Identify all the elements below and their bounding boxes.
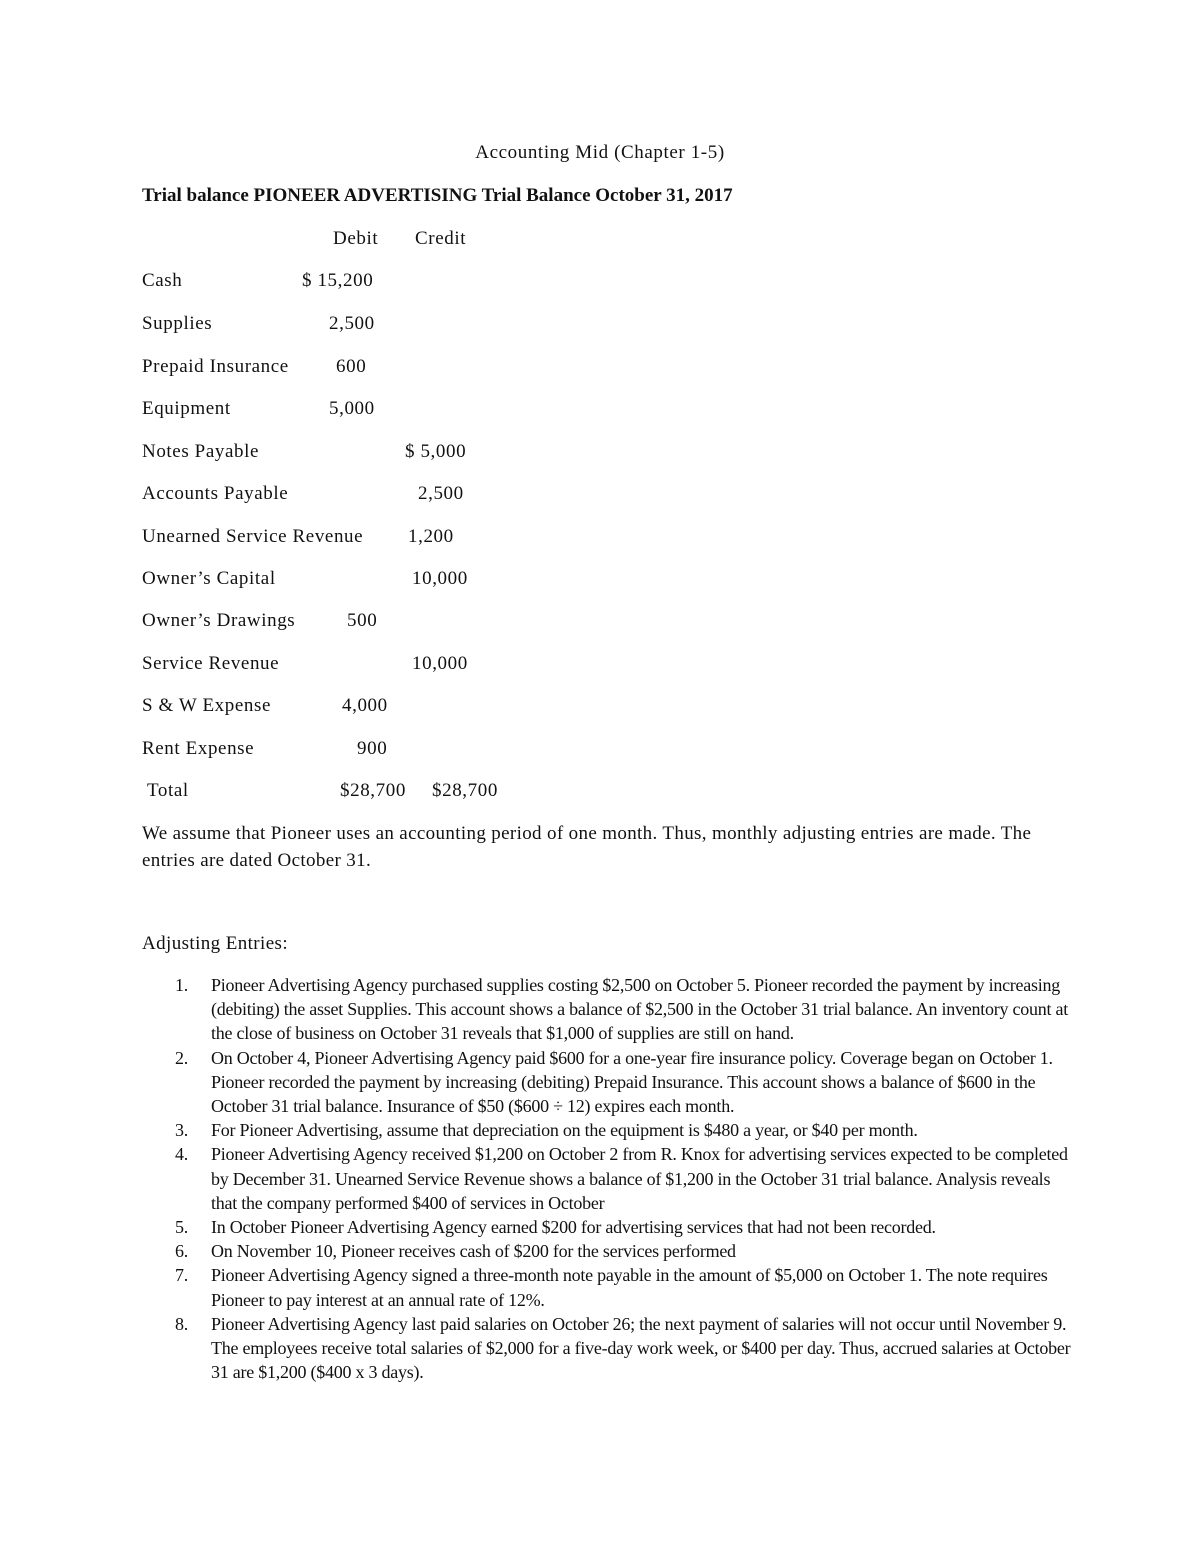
credit-amount: 10,000 [412, 653, 468, 674]
item-number: 1. [175, 975, 188, 995]
debit-amount: 2,500 [329, 313, 375, 334]
account-name: Equipment [142, 398, 231, 419]
account-name: Total [142, 780, 189, 801]
debit-column-header: Debit [333, 228, 379, 249]
list-item [142, 1312, 1072, 1385]
debit-total: $28,700 [340, 780, 406, 801]
trial-balance-row [0, 526, 1200, 552]
item-text: On October 4, Pioneer Advertising Agency paid $600 for a one-year fire insurance policy. Coverage began on October 1. Pioneer recorded the payment by increasing (debiting) Prepaid Insurance. This account shows a balance of $600 in the October 31 trial balance. Insurance of $50 ($600 ÷ 12) expires each month. [211, 1047, 1053, 1117]
item-text: Pioneer Advertising Agency signed a three-month note payable in the amount of $5,000 on October 1. The note requires Pioneer to pay interest at an annual rate of 12%. [211, 1265, 1048, 1310]
document-title: Accounting Mid (Chapter 1-5) [475, 142, 725, 163]
adjusting-entries-list [142, 973, 1072, 1384]
account-name: Owner’s Capital [142, 568, 276, 589]
credit-amount: $ 5,000 [405, 441, 467, 462]
credit-column-header: Credit [415, 228, 467, 249]
credit-amount: 1,200 [408, 526, 454, 547]
item-number: 7. [175, 1265, 188, 1286]
list-item [142, 1046, 1072, 1119]
trial-balance-row [0, 270, 1200, 296]
trial-balance-row [0, 738, 1200, 764]
item-number: 4. [175, 1144, 188, 1165]
credit-amount: 2,500 [418, 483, 464, 504]
trial-balance-row [0, 356, 1200, 382]
list-item [142, 1118, 1072, 1142]
account-name: Owner’s Drawings [142, 610, 296, 631]
item-text: In October Pioneer Advertising Agency earned $200 for advertising services that had not been recorded. [211, 1217, 936, 1238]
account-name: Unearned Service Revenue [142, 526, 364, 547]
account-name: Supplies [142, 313, 213, 334]
debit-amount: $ 15,200 [302, 270, 374, 291]
account-name: Service Revenue [142, 653, 280, 674]
account-name: Cash [142, 270, 183, 291]
trial-balance-column-headers [0, 228, 1200, 254]
list-item [142, 1142, 1072, 1215]
adjusting-entries-heading: Adjusting Entries: [142, 933, 288, 954]
item-number: 6. [175, 1241, 188, 1262]
trial-balance-row [0, 695, 1200, 721]
trial-balance-row [0, 610, 1200, 636]
debit-amount: 5,000 [329, 398, 375, 419]
trial-balance-row [0, 398, 1200, 424]
trial-balance-row [0, 441, 1200, 467]
assumption-paragraph: We assume that Pioneer uses an accounting period of one month. Thus, monthly adjusting entries are made. The entries are dated October 31. [142, 823, 1032, 871]
account-name: Notes Payable [142, 441, 260, 462]
trial-balance-row [0, 568, 1200, 594]
item-text: Pioneer Advertising Agency purchased supplies costing $2,500 on October 5. Pioneer recorded the payment by increasing (debiting) the asset Supplies. This account shows a balance of $2,500 in the October 31 trial balance. An inventory count at the close of business on October 31 reveals that $1,000 of supplies are still on hand. [211, 975, 1068, 1044]
item-number: 3. [175, 1120, 188, 1141]
list-item [142, 973, 1072, 1046]
debit-amount: 4,000 [342, 695, 388, 716]
list-item [142, 1263, 1072, 1311]
debit-amount: 500 [347, 610, 378, 631]
debit-amount: 600 [336, 356, 367, 377]
account-name: Accounts Payable [142, 483, 289, 504]
account-name: Rent Expense [142, 738, 255, 759]
trial-balance-row [0, 483, 1200, 509]
trial-balance-total-row [0, 780, 1200, 806]
credit-amount: 10,000 [412, 568, 468, 589]
trial-balance-row [0, 313, 1200, 339]
item-text: Pioneer Advertising Agency received $1,200 on October 2 from R. Knox for advertising services expected to be completed by December 31. Unearned Service Revenue shows a balance of $1,200 in the October 31 trial balance. Analysis reveals that the company performed $400 of services in October [211, 1144, 1068, 1213]
item-number: 5. [175, 1217, 188, 1238]
trial-balance-row [0, 653, 1200, 679]
item-text: Pioneer Advertising Agency last paid salaries on October 26; the next payment of salaries will not occur until November 9. The employees receive total salaries of $2,000 for a five-day work week, or $400 per day. Thus, accrued salaries at October 31 are $1,200 ($400 x 3 days). [211, 1313, 1071, 1383]
trial-balance-heading: Trial balance PIONEER ADVERTISING Trial Balance October 31, 2017 [142, 185, 733, 206]
account-name: S & W Expense [142, 695, 272, 716]
item-number: 8. [175, 1313, 188, 1334]
item-text: On November 10, Pioneer receives cash of $200 for the services performed [211, 1241, 736, 1262]
list-item [142, 1215, 1072, 1239]
account-name: Prepaid Insurance [142, 356, 289, 377]
list-item [142, 1239, 1072, 1263]
credit-total: $28,700 [432, 780, 498, 801]
debit-amount: 900 [357, 738, 388, 759]
item-text: For Pioneer Advertising, assume that depreciation on the equipment is $480 a year, or $40 per month. [211, 1120, 918, 1141]
item-number: 2. [175, 1047, 188, 1068]
